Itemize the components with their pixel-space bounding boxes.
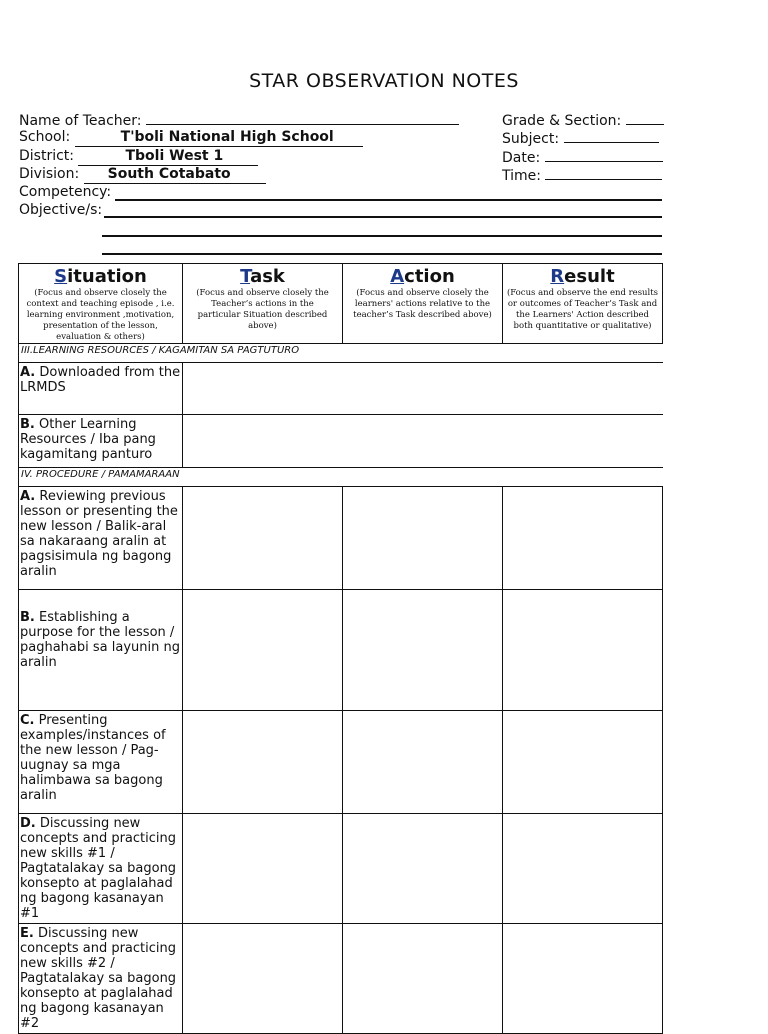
header-situation-initial: S — [54, 266, 68, 287]
district-value[interactable]: Tboli West 1 — [78, 147, 258, 166]
competency-field — [19, 183, 111, 201]
header-task — [183, 264, 343, 344]
division-label: Division: — [19, 166, 80, 182]
table-row — [19, 487, 663, 590]
table-row — [19, 363, 663, 415]
objectives-line-1[interactable] — [104, 216, 662, 218]
row-text: Discussing new concepts and practicing new skills #2 / Pagtatalakay sa bagong konsepto at paglalahad ng bagong kasanayan #2 — [20, 926, 177, 1031]
row-label-procedure-b — [19, 590, 183, 711]
date-field — [502, 147, 663, 167]
competency-line[interactable] — [115, 199, 662, 201]
row-text: Reviewing previous lesson or presenting the new lesson / Balik-aral sa nakaraang aralin at pagsisimula ng bagong aralin — [20, 489, 178, 579]
date-label: Date: — [502, 150, 541, 166]
table-row — [19, 814, 663, 924]
header-result-initial: R — [550, 266, 565, 287]
procedure-e-result[interactable] — [503, 924, 663, 1034]
table-row — [19, 924, 663, 1034]
school-field — [19, 128, 363, 147]
grade-label: Grade & Section: — [502, 113, 622, 129]
subject-field — [502, 128, 659, 148]
procedure-e-task[interactable] — [183, 924, 343, 1034]
procedure-b-task[interactable] — [183, 590, 343, 711]
header-action-initial: A — [390, 266, 405, 287]
procedure-e-action[interactable] — [343, 924, 503, 1034]
header-action-desc: (Focus and observe closely the learners' actions relative to the teacher’s Task described above) — [353, 288, 492, 320]
header-action-rest: ction — [404, 266, 455, 287]
procedure-c-action[interactable] — [343, 711, 503, 814]
header-task-initial: T — [240, 266, 251, 287]
procedure-d-task[interactable] — [183, 814, 343, 924]
header-action — [343, 264, 503, 344]
district-label: District: — [19, 148, 75, 164]
header-result-rest: esult — [564, 266, 615, 287]
resource-b-notes[interactable] — [183, 415, 663, 468]
district-field — [19, 147, 258, 166]
procedure-b-result[interactable] — [503, 590, 663, 711]
table-row — [19, 711, 663, 814]
row-letter: D. — [20, 816, 36, 831]
procedure-a-result[interactable] — [503, 487, 663, 590]
section-resources — [19, 344, 663, 363]
header-task-rest: ask — [250, 266, 285, 287]
school-label: School: — [19, 129, 71, 145]
row-label-resource-a — [19, 363, 183, 415]
row-label-procedure-d — [19, 814, 183, 924]
table-row — [19, 590, 663, 711]
procedure-c-result[interactable] — [503, 711, 663, 814]
procedure-d-result[interactable] — [503, 814, 663, 924]
section-procedure-label: IV. PROCEDURE / PAMAMARAAN — [19, 468, 663, 487]
header-situation-desc: (Focus and observe closely the context and teaching episode , i.e. learning environment ,motivation, presentation of the lesson, evaluation & others) — [26, 288, 175, 342]
section-procedure — [19, 468, 663, 487]
grade-blank[interactable] — [626, 110, 664, 125]
subject-label: Subject: — [502, 131, 560, 147]
procedure-d-action[interactable] — [343, 814, 503, 924]
row-letter: A. — [20, 489, 36, 504]
row-letter: B. — [20, 417, 35, 432]
header-situation — [19, 264, 183, 344]
objectives-line-3[interactable] — [102, 253, 662, 255]
grade-field — [502, 110, 664, 130]
row-text: Discussing new concepts and practicing new skills #1 / Pagtatalakay sa bagong konsepto at paglalahad ng bagong kasanayan #1 — [20, 816, 177, 921]
teacher-label: Name of Teacher: — [19, 113, 142, 129]
row-text: Establishing a purpose for the lesson / paghahabi sa layunin ng aralin — [20, 610, 180, 670]
objectives-line-2[interactable] — [102, 235, 662, 237]
school-value[interactable]: T'boli National High School — [75, 128, 363, 147]
row-letter: E. — [20, 926, 34, 941]
time-label: Time: — [502, 168, 541, 184]
document-title: STAR OBSERVATION NOTES — [249, 70, 519, 92]
row-label-procedure-c — [19, 711, 183, 814]
division-value[interactable]: South Cotabato — [84, 165, 266, 184]
date-blank[interactable] — [545, 147, 663, 162]
row-text: Other Learning Resources / Iba pang kagamitang panturo — [20, 417, 156, 462]
row-letter: B. — [20, 610, 35, 625]
time-field — [502, 165, 662, 185]
procedure-b-action[interactable] — [343, 590, 503, 711]
procedure-c-task[interactable] — [183, 711, 343, 814]
table-row — [19, 415, 663, 468]
division-field — [19, 165, 266, 184]
row-letter: A. — [20, 365, 36, 380]
competency-label: Competency: — [19, 184, 112, 200]
procedure-a-action[interactable] — [343, 487, 503, 590]
header-situation-rest: ituation — [67, 266, 147, 287]
row-text: Downloaded from the LRMDS — [20, 365, 181, 395]
row-label-procedure-a — [19, 487, 183, 590]
header-row — [19, 264, 663, 344]
objectives-label: Objective/s: — [19, 202, 103, 218]
teacher-blank[interactable] — [146, 110, 459, 125]
row-label-procedure-e — [19, 924, 183, 1034]
procedure-a-task[interactable] — [183, 487, 343, 590]
header-result-desc: (Focus and observe the end results or outcomes of Teacher’s Task and the Learners' Action described both quantitative or qualitative) — [506, 288, 659, 331]
section-resources-label: III.LEARNING RESOURCES / KAGAMITAN SA PAGTUTURO — [19, 344, 663, 363]
header-result — [503, 264, 663, 344]
subject-blank[interactable] — [564, 128, 659, 143]
row-letter: C. — [20, 713, 35, 728]
row-label-resource-b — [19, 415, 183, 468]
objectives-field — [19, 201, 102, 219]
row-text: Presenting examples/instances of the new lesson / Pag-uugnay sa mga halimbawa sa bagong aralin — [20, 713, 166, 803]
time-blank[interactable] — [545, 165, 662, 180]
header-task-desc: (Focus and observe closely the Teacher’s actions in the particular Situation described above) — [196, 288, 329, 331]
star-table — [18, 263, 663, 1034]
teacher-field — [19, 110, 459, 130]
resource-a-notes[interactable] — [183, 363, 663, 415]
